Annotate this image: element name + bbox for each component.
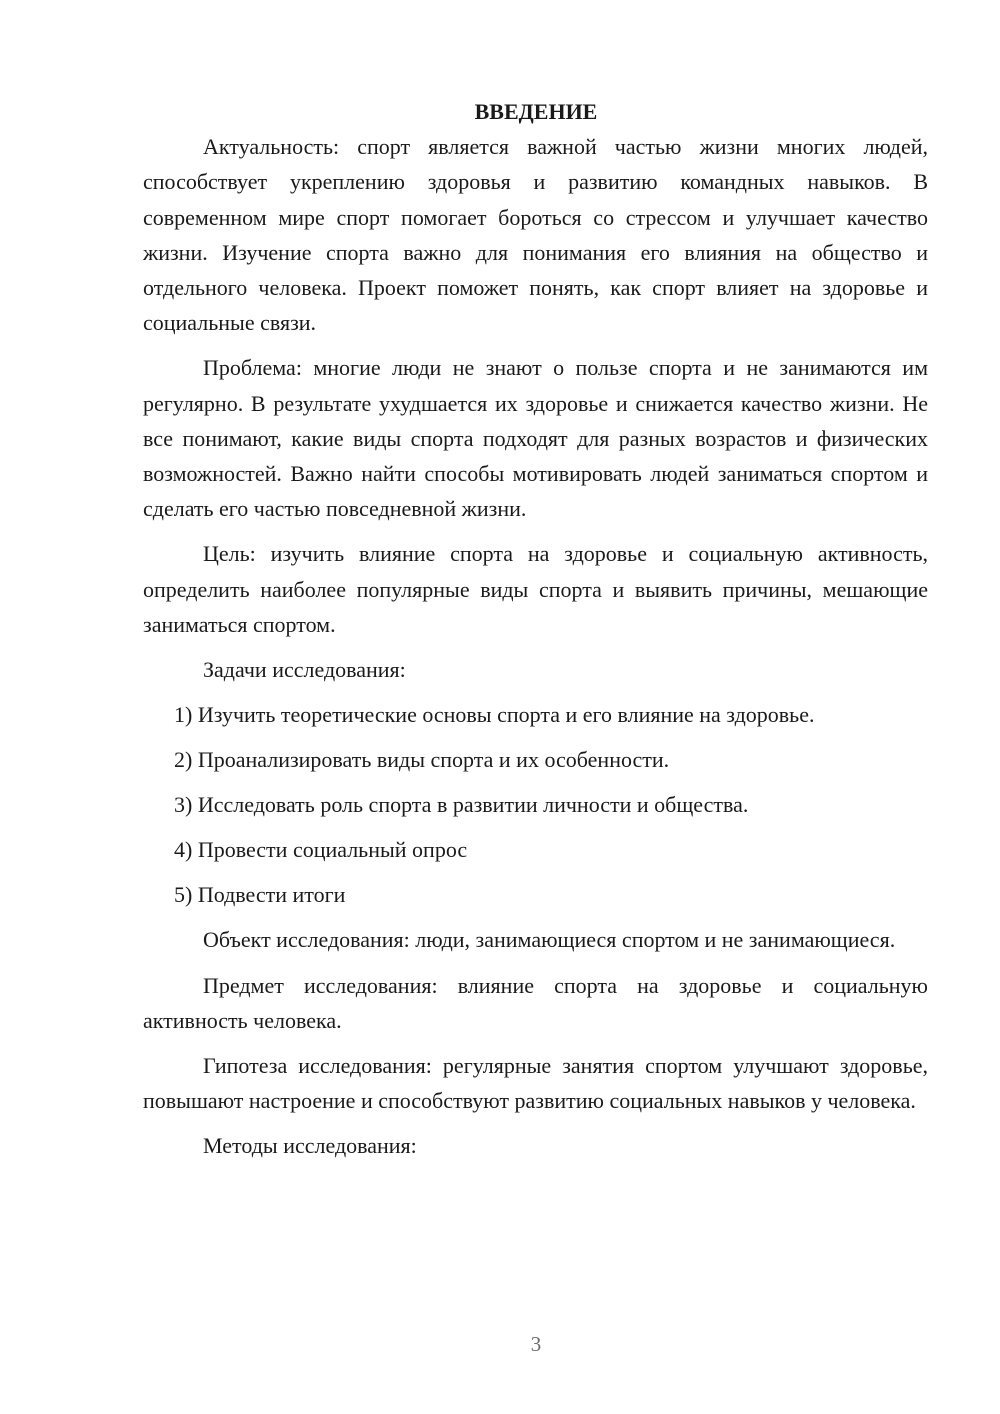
task-item: 3) Исследовать роль спорта в развитии личности и общества.: [174, 792, 749, 818]
task-item: 2) Проанализировать виды спорта и их особенности.: [174, 747, 670, 773]
paragraph-goal: Цель: изучить влияние спорта на здоровье и социальную активность, определить наиболее популярные виды спорта и выявить причины, мешающие заниматься спортом.: [143, 541, 928, 637]
tasks-heading: Задачи исследования:: [203, 657, 406, 683]
page-title: ВВЕДЕНИЕ: [474, 99, 598, 124]
paragraph-problem: Проблема: многие люди не знают о пользе спорта и не занимаются им регулярно. В результате ухудшается их здоровье и снижается качество жизни. Не все понимают, какие виды спорта подходят для разных возрастов и физических возможностей. Важно найти способы мотивировать людей заниматься спортом и сделать его частью повседневной жизни.: [143, 355, 928, 522]
paragraph-subject: Предмет исследования: влияние спорта на здоровье и социальную активность человека.: [143, 972, 928, 1033]
task-item: 5) Подвести итоги: [174, 882, 346, 908]
methods-heading: Методы исследования:: [203, 1133, 417, 1159]
tasks-list: [143, 697, 928, 912]
paragraph-hypothesis: Гипотеза исследования: регулярные занятия спортом улучшают здоровье, повышают настроение и способствуют развитию социальных навыков у человека.: [143, 1053, 928, 1114]
page-number: 3: [530, 1332, 542, 1356]
paragraph-object: Объект исследования: люди, занимающиеся спортом и не занимающиеся.: [203, 927, 896, 953]
task-item: 4) Провести социальный опрос: [174, 837, 468, 863]
paragraph-relevance: Актуальность: спорт является важной частью жизни многих людей, способствует укреплению здоровья и развитию командных навыков. В современном мире спорт помогает бороться со стрессом и улучшает качество жизни. Изучение спорта важно для понимания его влияния на общество и отдельного человека. Проект поможет понять, как спорт влияет на здоровье и социальные связи.: [143, 134, 928, 336]
task-item: 1) Изучить теоретические основы спорта и его влияние на здоровье.: [174, 702, 815, 728]
page-content: [143, 94, 928, 1164]
